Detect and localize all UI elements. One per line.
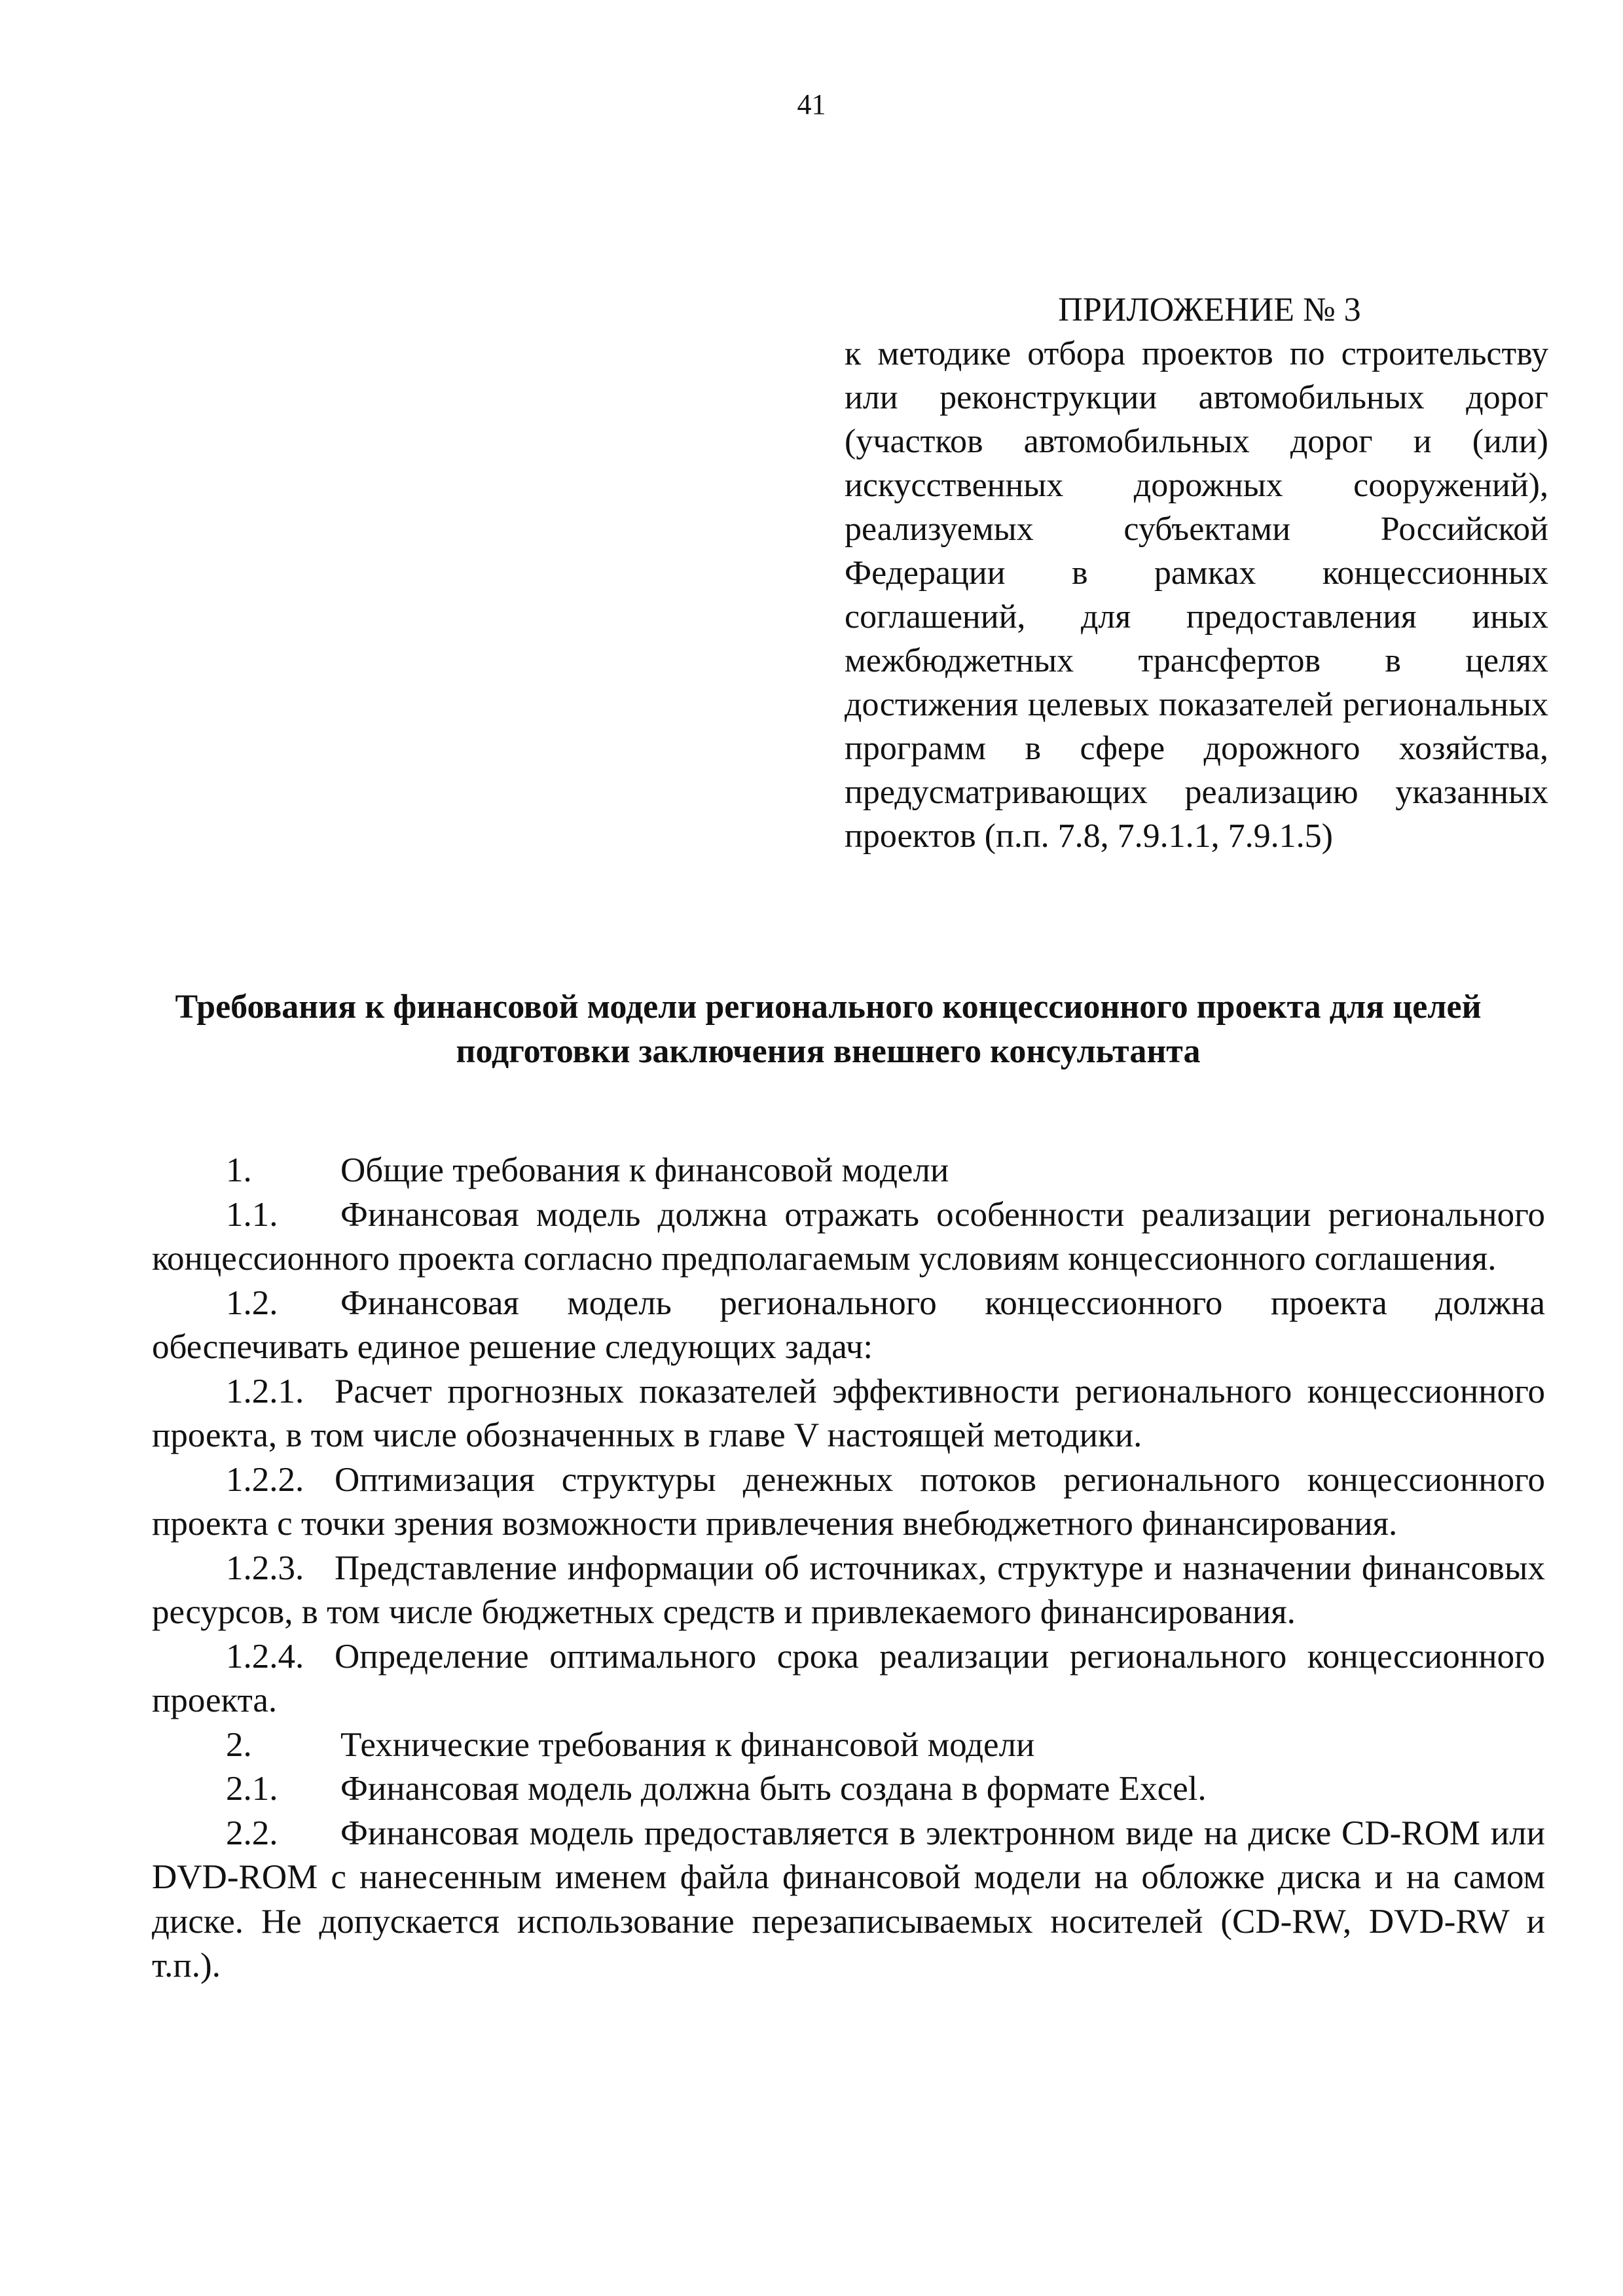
section-1-2-3	[152, 1547, 1545, 1635]
section-number: 1.2.3.	[226, 1549, 304, 1587]
section-2-2	[152, 1812, 1545, 1988]
section-1-1	[152, 1193, 1545, 1282]
section-text: Финансовая модель должна быть создана в формате Excel.	[340, 1770, 1207, 1808]
appendix-block	[845, 288, 1548, 858]
document-body	[152, 1149, 1545, 1988]
section-text: Финансовая модель должна отражать особенности реализации регионального концессионного проекта согласно предполагаемым условиям концессионного соглашения.	[152, 1195, 1545, 1278]
section-text: Оптимизация структуры денежных потоков регионального концессионного проекта с точки зрения возможности привлечения внебюджетного финансирования.	[152, 1460, 1545, 1543]
section-number: 1.2.2.	[226, 1460, 304, 1499]
section-text: Определение оптимального срока реализации регионального концессионного проекта.	[152, 1637, 1545, 1719]
page-number: 41	[797, 88, 826, 120]
section-1	[152, 1149, 1545, 1193]
section-1-2-4	[152, 1635, 1545, 1723]
section-number: 1.1.	[226, 1195, 278, 1234]
section-1-2-2	[152, 1458, 1545, 1547]
section-1-2	[152, 1282, 1545, 1370]
section-text: Общие требования к финансовой модели	[340, 1151, 949, 1189]
section-text: Расчет прогнозных показателей эффективности регионального концессионного проекта, в том числе обозначенных в главе V настоящей методики.	[152, 1372, 1545, 1454]
appendix-title: ПРИЛОЖЕНИЕ № 3	[1058, 291, 1361, 329]
section-text: Технические требования к финансовой модели	[340, 1725, 1035, 1764]
section-text: Финансовая модель регионального концессионного проекта должна обеспечивать единое решение следующих задач:	[152, 1283, 1545, 1366]
section-number: 1.2.	[226, 1283, 278, 1322]
section-number: 1.2.1.	[226, 1372, 304, 1410]
section-text: Представление информации об источниках, структуре и назначении финансовых ресурсов, в том числе бюджетных средств и привлекаемого финансирования.	[152, 1549, 1545, 1631]
section-number: 2.1.	[226, 1770, 278, 1808]
section-number: 2.	[226, 1725, 252, 1764]
section-text: Финансовая модель предоставляется в электронном виде на диске CD-ROM или DVD-ROM с нанесенным именем файла финансовой модели на обложке диска и на самом диске. Не допускается использование перезаписываемых носителей (CD-RW, DVD-RW и т.п.).	[152, 1814, 1545, 1984]
section-number: 1.	[226, 1151, 252, 1189]
section-1-2-1	[152, 1370, 1545, 1458]
section-number: 2.2.	[226, 1814, 278, 1852]
appendix-reference-text: к методике отбора проектов по строительству или реконструкции автомобильных дорог (участков автомобильных дорог и (или) искусственных дорожных сооружений), реализуемых субъектами Российской Федерации в рамках концессионных соглашений, для предоставления иных межбюджетных трансфертов в целях достижения целевых показателей региональных программ в сфере дорожного хозяйства, предусматривающих реализацию указанных проектов (п.п. 7.8, 7.9.1.1, 7.9.1.5)	[845, 335, 1548, 855]
section-2	[152, 1723, 1545, 1768]
section-number: 1.2.4.	[226, 1637, 304, 1676]
section-2-1	[152, 1767, 1545, 1812]
document-title: Требования к финансовой модели регионального концессионного проекта для целей подготовки заключения внешнего консультанта	[175, 988, 1482, 1070]
